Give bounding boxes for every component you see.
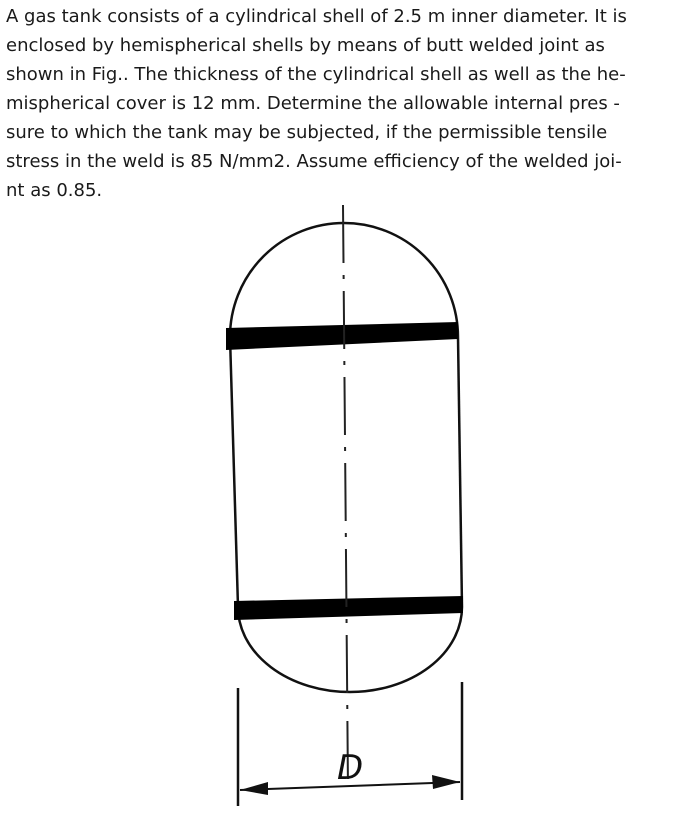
- problem-line-4: mispherical cover is 12 mm. Determine the allowable internal pres -: [6, 93, 620, 114]
- problem-line-7: nt as 0.85.: [6, 180, 103, 201]
- center-line: [343, 205, 348, 790]
- problem-line-5: sure to which the tank may be subjected, if the permissible tensile: [6, 122, 608, 143]
- problem-line-3: shown in Fig.. The thickness of the cylindrical shell as well as the he-: [6, 64, 626, 85]
- dimension-arrow-left: [240, 782, 268, 795]
- dimension-label-d: D: [337, 748, 364, 788]
- problem-line-2: enclosed by hemispherical shells by means of butt welded joint as: [6, 35, 605, 56]
- bottom-hemispherical-cover: [238, 607, 462, 692]
- problem-line-6: stress in the weld is 85 N/mm2. Assume efficiency of the welded joi-: [6, 151, 622, 172]
- dimension-arrow-right: [432, 775, 460, 789]
- problem-line-1: A gas tank consists of a cylindrical shell of 2.5 m inner diameter. It is: [6, 6, 627, 27]
- cylinder-left-wall: [230, 337, 238, 607]
- bottom-weld-joint: [234, 596, 463, 620]
- top-weld-joint: [226, 322, 458, 350]
- cylinder-right-wall: [458, 337, 462, 607]
